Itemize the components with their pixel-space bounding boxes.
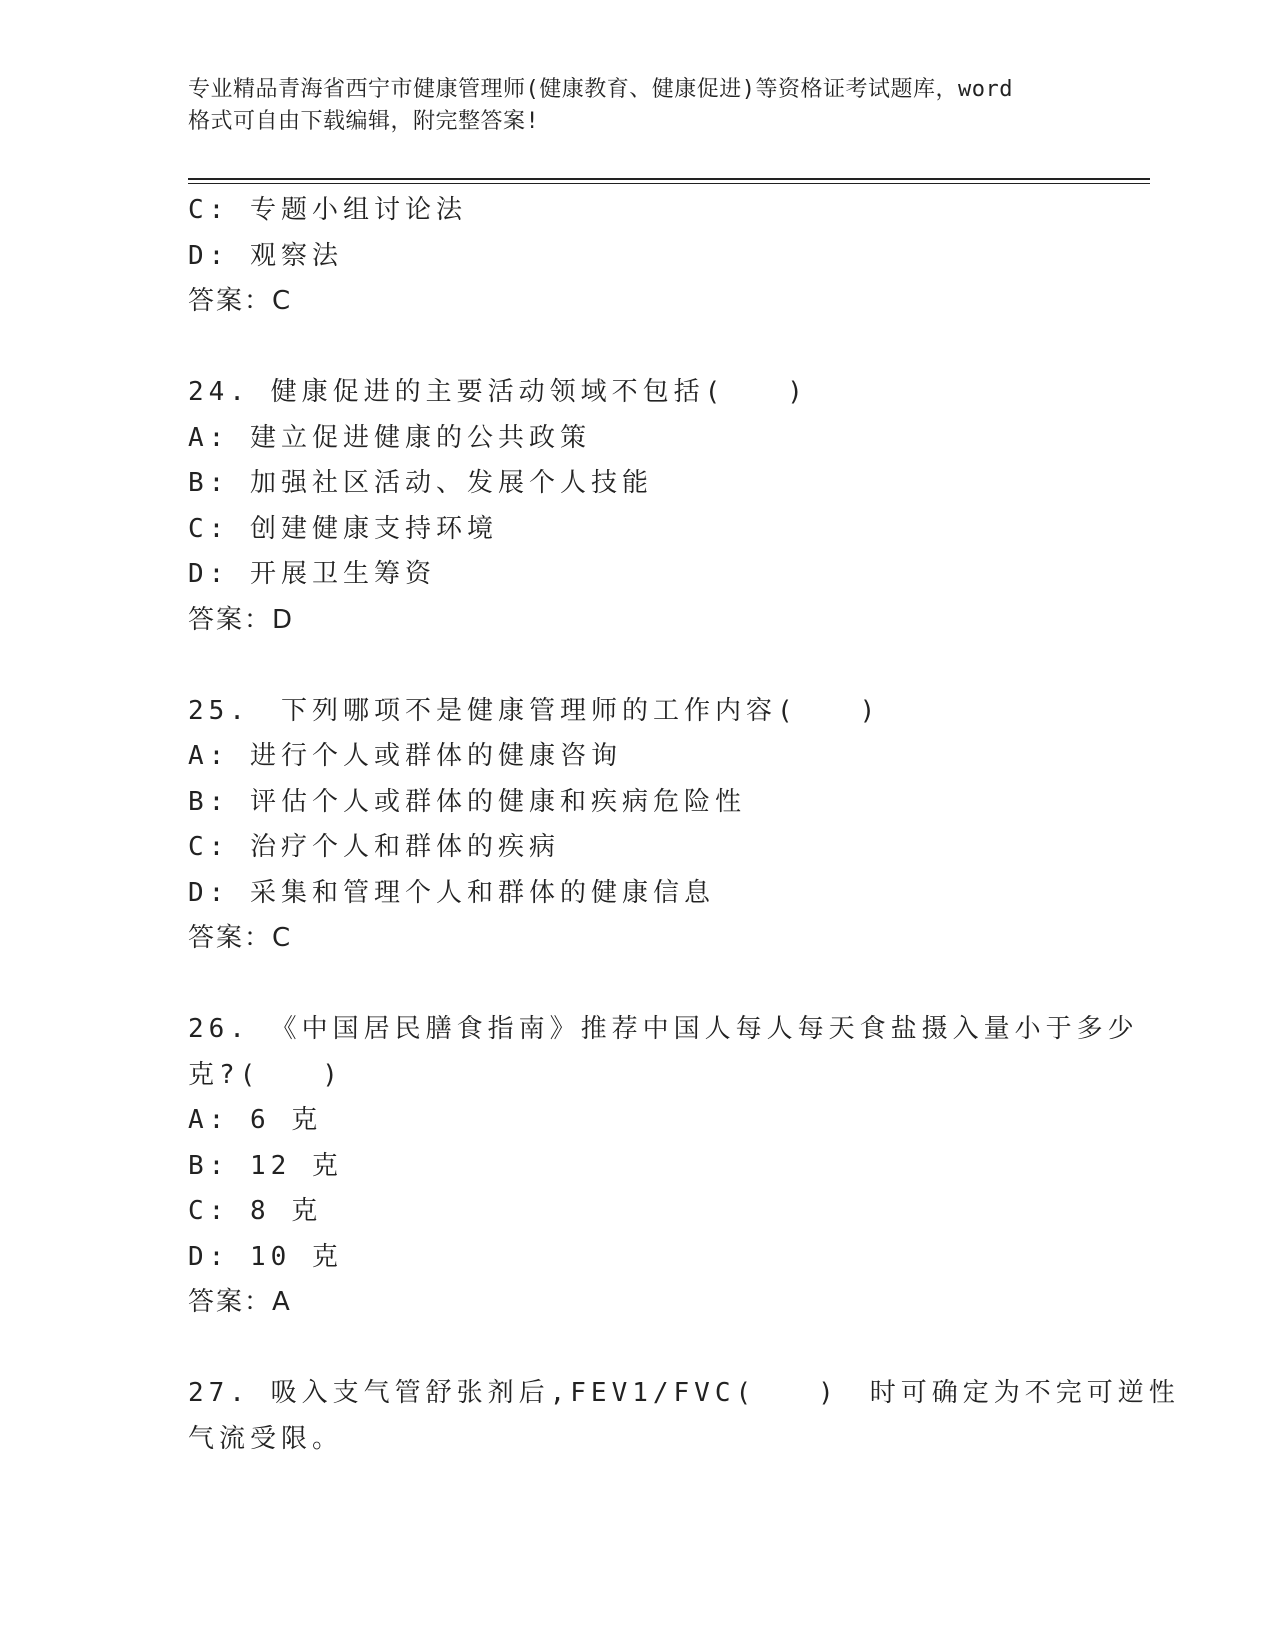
option-c: C: 专题小组讨论法 — [188, 195, 467, 225]
question-stem: 26. 《中国居民膳食指南》推荐中国人每人每天食盐摄入量小于多少 — [188, 1014, 1139, 1044]
option-c: C: 治疗个人和群体的疾病 — [188, 832, 560, 862]
spacer — [188, 1326, 1088, 1372]
page-header — [188, 74, 1088, 138]
question-block-26 — [188, 1007, 1139, 1326]
question-block-24 — [188, 370, 1088, 643]
question-stem-continued: 克?( ) — [188, 1059, 343, 1090]
answer-line: 答案：D — [188, 604, 295, 635]
answer-line: 答案：A — [188, 1287, 292, 1317]
option-b: B: 加强社区活动、发展个人技能 — [188, 468, 653, 498]
question-list — [188, 188, 1180, 1462]
question-stem: 25. 下列哪项不是健康管理师的工作内容( ) — [188, 695, 881, 726]
option-a: A: 6 克 — [188, 1105, 323, 1135]
option-c: C: 8 克 — [188, 1196, 323, 1226]
question-block-23 — [188, 188, 1088, 325]
option-d: D: 开展卫生筹资 — [188, 559, 436, 589]
option-b: B: 评估个人或群体的健康和疾病危险性 — [188, 786, 746, 817]
option-d: D: 观察法 — [188, 240, 343, 271]
spacer — [188, 325, 1088, 371]
option-b: B: 12 克 — [188, 1150, 343, 1181]
option-c: C: 创建健康支持环境 — [188, 513, 498, 544]
answer-line: 答案：C — [188, 286, 293, 316]
answer-line: 答案：C — [188, 923, 293, 953]
option-d: D: 10 克 — [188, 1241, 343, 1272]
header-divider-thin — [188, 183, 1150, 184]
question-block-27 — [188, 1371, 1180, 1462]
header-line-1: 专业精品青海省西宁市健康管理师(健康教育、健康促进)等资格证考试题库，word — [188, 77, 1013, 102]
header-divider-thick — [188, 178, 1150, 180]
question-stem: 27. 吸入支气管舒张剂后,FEV1/FVC( ) 时可确定为不完可逆性 — [188, 1378, 1180, 1408]
option-a: A: 建立促进健康的公共政策 — [188, 422, 591, 453]
question-stem-continued: 气流受限。 — [188, 1423, 344, 1454]
option-a: A: 进行个人或群体的健康咨询 — [188, 741, 622, 771]
spacer — [188, 643, 1088, 689]
spacer — [188, 962, 1088, 1008]
option-d: D: 采集和管理个人和群体的健康信息 — [188, 877, 715, 908]
question-stem: 24. 健康促进的主要活动领域不包括( ) — [188, 377, 808, 407]
header-line-2: 格式可自由下载编辑，附完整答案! — [188, 109, 540, 134]
question-block-25 — [188, 689, 1088, 962]
